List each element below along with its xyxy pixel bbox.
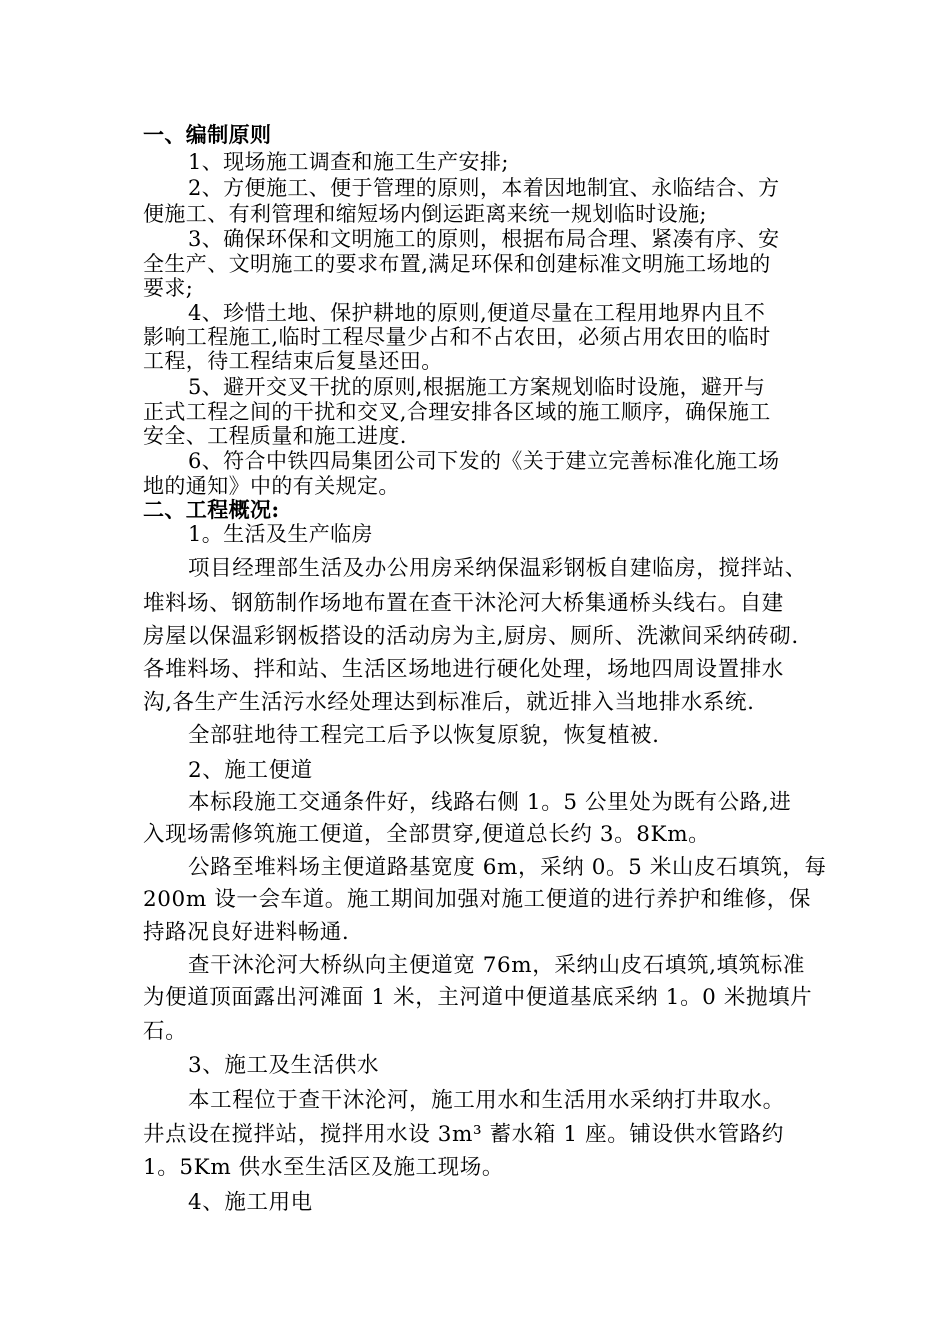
paragraph-line: 入现场需修筑施工便道，全部贯穿,便道总长约 3。8Km。	[143, 822, 711, 847]
paragraph-line: 项目经理部生活及办公用房采纳保温彩钢板自建临房，搅拌站、	[188, 556, 807, 581]
paragraph-line: 查干沐沦河大桥纵向主便道宽 76m，采纳山皮石填筑,填筑标准	[188, 953, 805, 978]
subsection-title: 2、施工便道	[188, 758, 313, 783]
paragraph-line: 地的通知》中的有关规定。	[143, 474, 400, 498]
paragraph-line: 便施工、有利管理和缩短场内倒运距离来统一规划临时设施;	[143, 202, 707, 226]
paragraph-line: 影响工程施工,临时工程尽量少占和不占农田，必须占用农田的临时	[143, 325, 771, 349]
paragraph-line: 全生产、文明施工的要求布置,满足环保和创建标准文明施工场地的	[143, 252, 771, 276]
paragraph-line: 1、现场施工调查和施工生产安排;	[188, 150, 509, 174]
paragraph-line: 持路况良好进料畅通.	[143, 920, 350, 945]
section-heading-2: 二、工程概况:	[143, 497, 280, 522]
paragraph-line: 为便道顶面露出河滩面 1 米，主河道中便道基底采纳 1。0 米抛填片	[143, 985, 813, 1010]
paragraph-line: 2、方便施工、便于管理的原则，本着因地制宜、永临结合、方	[188, 176, 780, 200]
subsection-title: 3、施工及生活供水	[188, 1053, 380, 1078]
paragraph-line: 工程，待工程结束后复垦还田。	[143, 349, 443, 373]
paragraph-line: 本工程位于查干沐沦河，施工用水和生活用水采纳打井取水。	[188, 1088, 785, 1113]
paragraph-line: 200m 设一会车道。施工期间加强对施工便道的进行养护和维修，保	[143, 887, 811, 912]
paragraph-line: 6、符合中铁四局集团公司下发的《关于建立完善标准化施工场	[188, 449, 780, 473]
subsection-title: 4、施工用电	[188, 1190, 313, 1215]
paragraph-line: 正式工程之间的干扰和交叉,合理安排各区域的施工顺序，确保施工	[143, 400, 771, 424]
paragraph-line: 公路至堆料场主便道路基宽度 6m，采纳 0。5 米山皮石填筑，每	[188, 855, 827, 880]
paragraph-line: 本标段施工交通条件好，线路右侧 1。5 公里处为既有公路,进	[188, 790, 792, 815]
paragraph-line: 各堆料场、拌和站、生活区场地进行硬化处理，场地四周设置排水	[143, 657, 784, 682]
paragraph-line: 安全、工程质量和施工进度.	[143, 424, 407, 448]
paragraph-line: 4、珍惜土地、保护耕地的原则,便道尽量在工程用地界内且不	[188, 301, 766, 325]
paragraph-line: 石。	[143, 1019, 188, 1044]
subsection-title: 1。生活及生产临房	[188, 522, 373, 546]
paragraph-line: 要求;	[143, 276, 194, 300]
paragraph-line: 沟,各生产生活污水经处理达到标准后，就近排入当地排水系统.	[143, 690, 755, 715]
paragraph-line: 全部驻地待工程完工后予以恢复原貌，恢复植被.	[188, 723, 660, 748]
paragraph-line: 5、避开交叉干扰的原则,根据施工方案规划临时设施，避开与	[188, 375, 766, 399]
paragraph-line: 1。5Km 供水至生活区及施工现场。	[143, 1155, 504, 1180]
paragraph-line: 3、确保环保和文明施工的原则，根据布局合理、紧凑有序、安	[188, 227, 780, 251]
paragraph-line: 井点设在搅拌站，搅拌用水设 3m³ 蓄水箱 1 座。铺设供水管路约	[143, 1122, 785, 1147]
paragraph-line: 堆料场、钢筋制作场地布置在查干沐沦河大桥集通桥头线右。自建	[143, 591, 784, 616]
paragraph-line: 房屋以保温彩钢板搭设的活动房为主,厨房、厕所、洗漱间采纳砖砌.	[143, 624, 799, 649]
section-heading-1: 一、编制原则	[143, 122, 272, 147]
